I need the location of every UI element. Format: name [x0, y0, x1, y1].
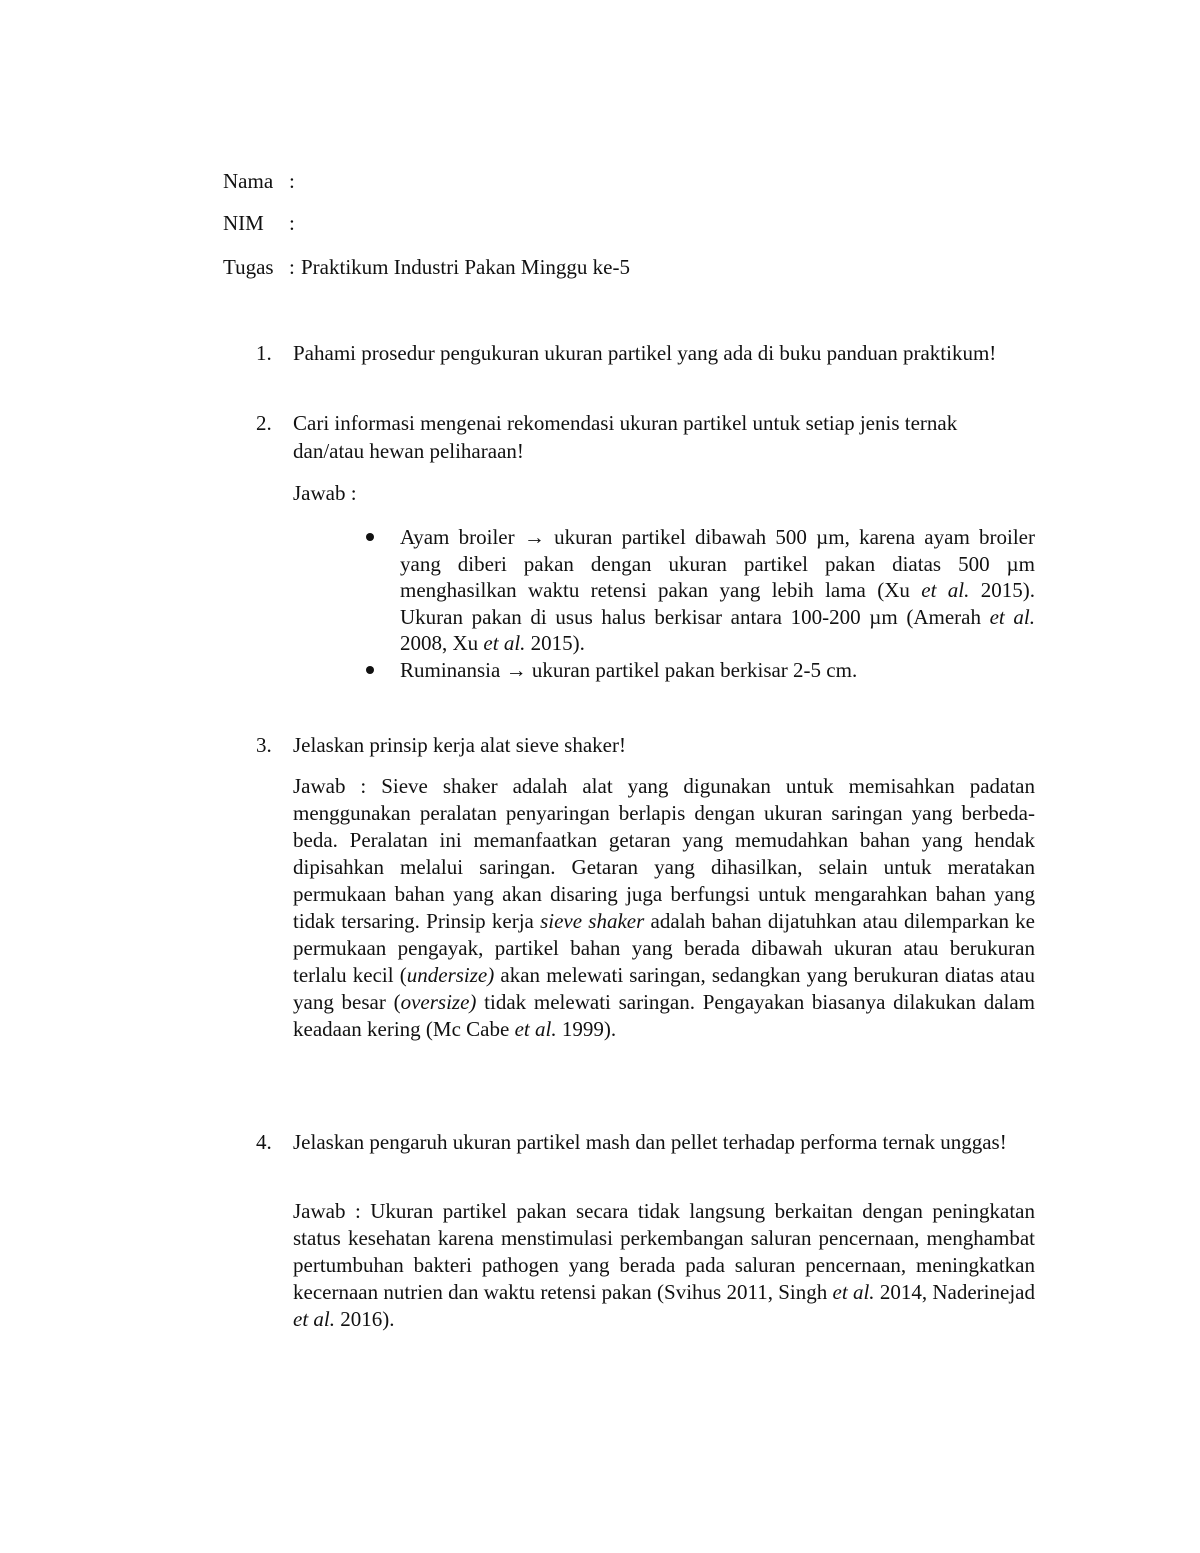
bullet-dot-icon — [366, 533, 374, 541]
question-4-answer: Jawab : Ukuran partikel pakan secara tidak langsung berkaitan dengan peningkatan status kesehatan karena menstimulasi perkembangan saluran pencernaan, menghambat pertumbuhan bakteri pathogen yang berada pada saluran pencernaan, meningkatkan kecernaan nutrien dan waktu retensi pakan (Svihus 2011, Singh et al. 2014, Naderinejad et al. 2016). — [293, 1199, 1035, 1331]
tugas-value: Praktikum Industri Pakan Minggu ke-5 — [301, 255, 630, 279]
header-nama-row — [223, 168, 301, 194]
header-nim-row — [223, 210, 301, 236]
question-3-number: 3. — [256, 733, 272, 757]
header-tugas-row — [223, 254, 630, 280]
question-4-number: 4. — [256, 1130, 272, 1154]
nama-colon: : — [289, 169, 295, 193]
question-3-text: Jelaskan prinsip kerja alat sieve shaker! — [293, 733, 626, 757]
nim-colon: : — [289, 211, 295, 235]
question-2-answer-list — [363, 524, 1035, 683]
question-4-text: Jelaskan pengaruh ukuran partikel mash dan pellet terhadap performa ternak unggas! — [293, 1130, 1007, 1154]
nama-label: Nama — [223, 169, 274, 193]
answer-bullet-broiler: Ayam broiler → ukuran partikel dibawah 500 µm, karena ayam broiler yang diberi pakan dengan ukuran partikel pakan diatas 500 µm menghasilkan waktu retensi pakan yang lebih lama (Xu et al. 2015). Ukuran pakan di usus halus berkisar antara 100-200 µm (Amerah et al. 2008, Xu et al. 2015). — [363, 524, 1035, 657]
question-2-number: 2. — [256, 411, 272, 435]
tugas-colon: : — [289, 255, 295, 279]
question-1-text: Pahami prosedur pengukuran ukuran partikel yang ada di buku panduan praktikum! — [293, 341, 997, 365]
question-3-answer: Jawab : Sieve shaker adalah alat yang digunakan untuk memisahkan padatan menggunakan peralatan penyaringan berlapis dengan ukuran saringan yang berbeda-beda. Peralatan ini memanfaatkan getaran yang memudahkan bahan yang hendak dipisahkan melalui saringan. Getaran yang dihasilkan, selain untuk meratakan permukaan bahan yang akan disaring juga berfungsi untuk mengarahkan bahan yang tidak tersaring. Prinsip kerja sieve shaker adalah bahan dijatuhkan atau dilemparkan ke permukaan pengayak, partikel bahan yang berada dibawah ukuran atau berukuran terlalu kecil (undersize) akan melewati saringan, sedangkan yang berukuran diatas atau yang besar (oversize) tidak melewati saringan. Pengayakan biasanya dilakukan dalam keadaan kering (Mc Cabe et al. 1999). — [293, 774, 1035, 1041]
question-2-text: Cari informasi mengenai rekomendasi ukuran partikel untuk setiap jenis ternak dan/atau hewan peliharaan! — [293, 411, 958, 463]
question-1-number: 1. — [256, 341, 272, 365]
answer-bullet-ruminansia: Ruminansia → ukuran partikel pakan berkisar 2-5 cm. — [363, 657, 1035, 684]
bullet-dot-icon — [366, 666, 374, 674]
nim-label: NIM — [223, 211, 264, 235]
tugas-label: Tugas — [223, 255, 274, 279]
question-2-answer-label: Jawab : — [293, 481, 357, 505]
